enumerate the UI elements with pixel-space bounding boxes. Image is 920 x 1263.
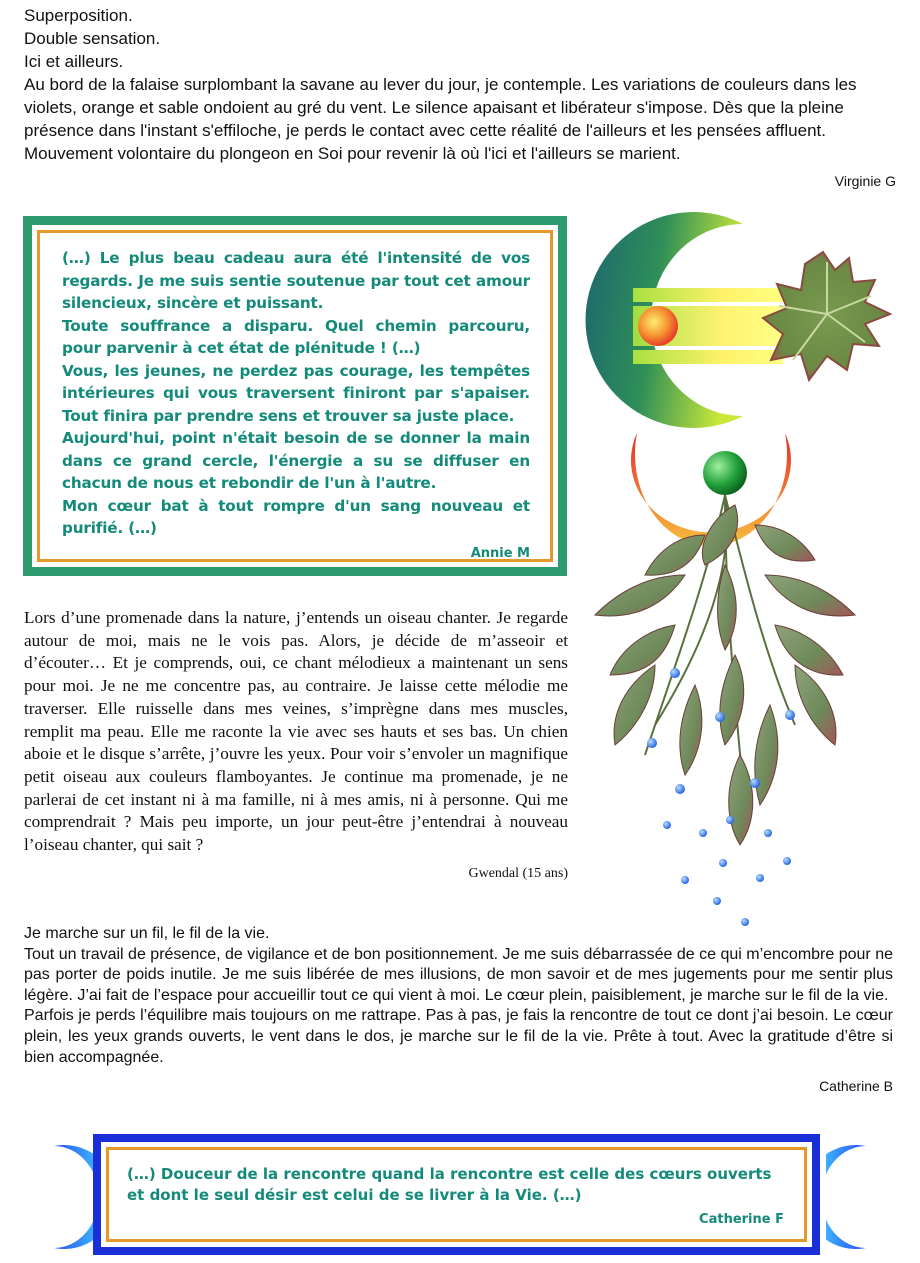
text-line: Double sensation. [24, 29, 161, 48]
quote-line: Vous, les jeunes, ne perdez pas courage, les tempêtes intérieures qui vous traversent finiront par s'apaiser. Tout finira par prendre sens et trouver sa juste place. [62, 361, 530, 425]
text-line: Je marche sur un fil, le fil de la vie. [24, 925, 270, 942]
quote-line: Mon cœur bat à tout rompre d'un sang nouveau et purifié. (…) [62, 496, 530, 537]
crescent-moon-with-leaf-icon [565, 210, 900, 435]
quote-line: Toute souffrance a disparu. Quel chemin parcouru, pour parvenir à cet état de plénitude ! (…) [62, 316, 530, 357]
quote-signature: Catherine F [699, 1212, 784, 1227]
quote-box-inner-border [106, 1147, 807, 1242]
blue-crescent-icon [826, 1142, 906, 1252]
text-paragraph: Tout un travail de présence, de vigilance et de bon positionnement. Je me suis débarrassée de ce qui m’encombre pour ne pas porter de poids inutile. Je me suis libérée de mes illusions, de mon savoir et de mes jugements pour me sentir plus légère. J’ai fait de l’espace pour accueillir tout ce qui vient à moi. Le cœur plein, paisiblement, je marche sur le fil de la vie. [24, 945, 893, 1004]
quote-text: (…) Douceur de la rencontre quand la rencontre est celle des cœurs ouverts et dont le seul désir est celui de se livrer à la Vie. (…) [127, 1165, 772, 1204]
text-block-virginie [24, 4, 896, 191]
text-block-gwendal [24, 607, 568, 885]
text-paragraph: Parfois je perds l’équilibre mais toujours on me rattrape. Pas à pas, je fais la rencontre de tout ce dont j’ai besoin. Le cœur plein, les yeux grands ouverts, le vent dans le dos, je marche sur le fil de la vie. Prête à tout. Avec la gratitude d’être si bien accompagnée. [24, 1007, 893, 1066]
quote-box-white-gap [32, 225, 558, 567]
text-paragraph: Au bord de la falaise surplombant la savane au lever du jour, je contemple. Les variations de couleurs dans les violets, orange et sable ondoient au gré du vent. Le silence apaisant et libérateur s'impose. Dès que la pleine présence dans l'instant s'effiloche, je perds le contact avec cette réalité de l'ailleurs et les pensées affluent. Mouvement volontaire du plongeon en Soi pour revenir là où l'ici et l'ailleurs se marient. [24, 75, 857, 163]
blue-crescent-icon [14, 1142, 94, 1252]
text-line: Ici et ailleurs. [24, 52, 124, 71]
quote-text [62, 247, 530, 540]
text-line: Superposition. [24, 6, 133, 25]
quote-line: (…) Le plus beau cadeau aura été l'intensité de vos regards. Je me suis sentie soutenue par tout cet amour silencieux, sincère et puissant. [62, 249, 530, 312]
quote-box-white-gap [101, 1142, 812, 1247]
quote-box-catherine-f [93, 1134, 820, 1255]
author-signature: Catherine B [819, 1078, 893, 1095]
text-paragraph: Lors d’une promenade dans la nature, j’entends un oiseau chanter. Je regarde autour de moi, mais ne le vois pas. Alors, je décide de m’asseoir et d’écouter… Et je comprends, oui, ce chant mélodieux a maintenant un sens pour moi. Je ne me concentre pas, au contraire. Je laisse cette mélodie me traverser. Elle ruisselle dans mes veines, s’imprègne dans mes muscles, remplit ma peau. Elle me raconte la vie avec ses hauts et ses bas. Un chien aboie et le disque s’arrête, j’ouvre les yeux. Pour voir s’envoler un magnifique petit oiseau aux couleurs flamboyantes. Je continue ma promenade, je ne parlerai de cet instant ni à ma famille, ni à mes amis, ni à personne. Qui me comprendrait ? Mais peu importe, un jour peut-être j’entendrai à nouveau l’oiseau chanter, qui sait ? [24, 608, 568, 855]
author-signature: Gwendal (15 ans) [468, 865, 568, 881]
red-crescent-with-hanging-leaves-icon [585, 425, 885, 930]
quote-signature: Annie M [470, 545, 530, 561]
quote-box-inner-border [37, 230, 553, 562]
author-signature: Virginie G [834, 173, 896, 189]
quote-line: Aujourd'hui, point n'était besoin de se donner la main dans ce grand cercle, l'énergie a su se diffuser en chacun de nous et rebondir de l'un à l'autre. [62, 429, 530, 492]
quote-box-annie [23, 216, 567, 576]
text-block-catherine-b [24, 924, 893, 1097]
